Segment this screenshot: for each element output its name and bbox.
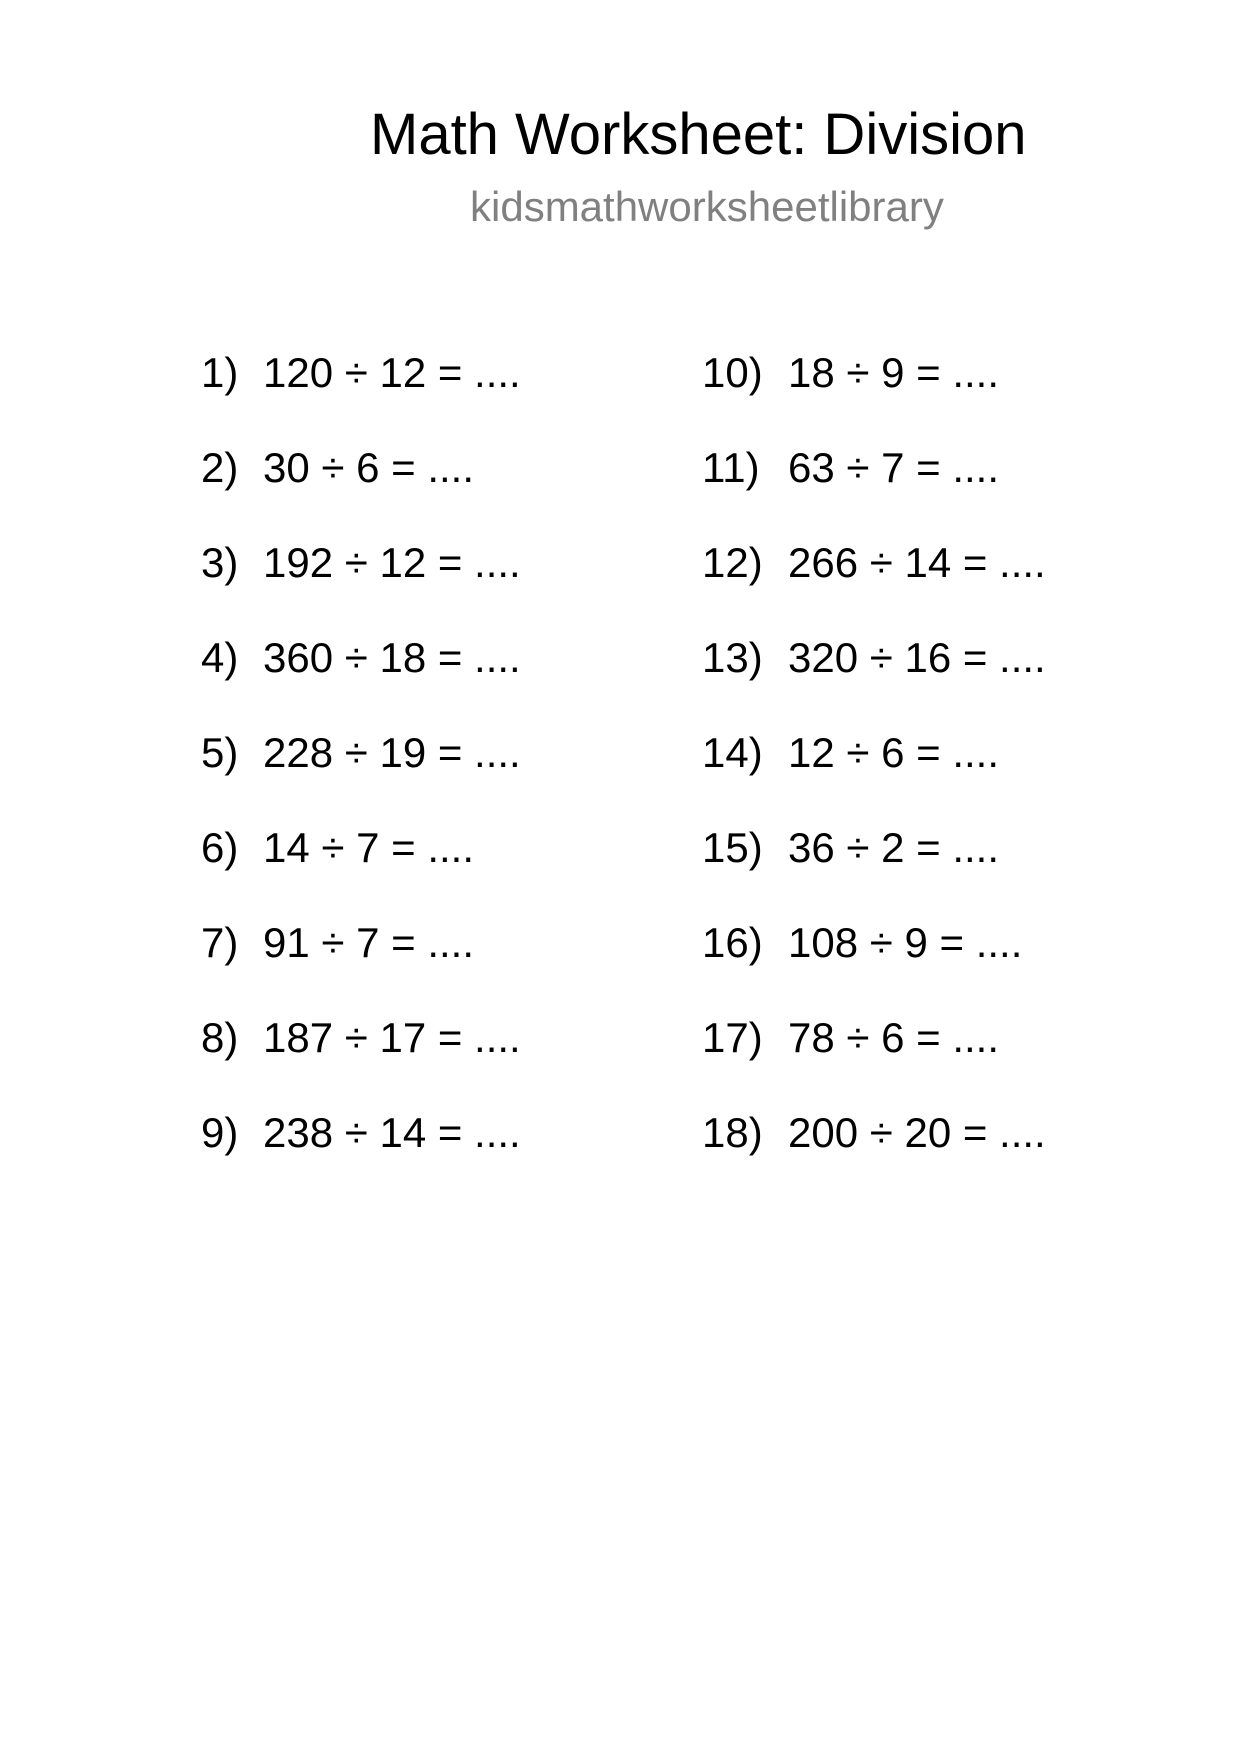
problem-number: 12)	[702, 539, 763, 586]
problem-item	[201, 443, 521, 538]
problem-expression: 78 ÷ 6 = ....	[788, 1014, 1000, 1061]
problem-expression: 63 ÷ 7 = ....	[788, 444, 1000, 491]
problem-expression: 14 ÷ 7 = ....	[263, 824, 475, 871]
problem-number: 3)	[201, 539, 239, 586]
problem-number: 1)	[201, 349, 239, 396]
problem-expression: 200 ÷ 20 = ....	[788, 1109, 1046, 1156]
problem-expression: 18 ÷ 9 = ....	[788, 349, 1000, 396]
page-title: Math Worksheet: Division	[370, 102, 1027, 167]
problem-item	[201, 1013, 521, 1108]
problem-number: 7)	[201, 919, 239, 966]
problem-item	[201, 348, 521, 443]
problem-item	[201, 633, 521, 728]
problem-number: 18)	[702, 1109, 763, 1156]
problem-number: 6)	[201, 824, 239, 871]
problem-item	[702, 443, 1046, 538]
problem-item	[702, 633, 1046, 728]
problem-item	[201, 823, 521, 918]
problem-number: 17)	[702, 1014, 763, 1061]
problem-list-right	[702, 348, 1046, 1203]
problem-item	[702, 1013, 1046, 1108]
problem-number: 5)	[201, 729, 239, 776]
problem-expression: 238 ÷ 14 = ....	[263, 1109, 521, 1156]
problem-number: 15)	[702, 824, 763, 871]
problem-expression: 12 ÷ 6 = ....	[788, 729, 1000, 776]
problem-item	[702, 348, 1046, 443]
problem-number: 8)	[201, 1014, 239, 1061]
problem-number: 9)	[201, 1109, 239, 1156]
problem-number: 16)	[702, 919, 763, 966]
problem-number: 11)	[702, 444, 760, 491]
problem-number: 2)	[201, 444, 239, 491]
problem-expression: 120 ÷ 12 = ....	[263, 349, 521, 396]
problem-expression: 91 ÷ 7 = ....	[263, 919, 475, 966]
problem-item	[702, 1108, 1046, 1203]
problem-expression: 320 ÷ 16 = ....	[788, 634, 1046, 681]
problem-expression: 266 ÷ 14 = ....	[788, 539, 1046, 586]
problem-expression: 36 ÷ 2 = ....	[788, 824, 1000, 871]
problem-expression: 30 ÷ 6 = ....	[263, 444, 475, 491]
problem-item	[201, 918, 521, 1013]
problem-number: 13)	[702, 634, 763, 681]
problem-item	[702, 538, 1046, 633]
problem-list-left	[201, 348, 521, 1203]
problem-item	[201, 538, 521, 633]
problem-number: 10)	[702, 349, 763, 396]
problem-item	[201, 1108, 521, 1203]
problem-number: 14)	[702, 729, 763, 776]
problem-expression: 187 ÷ 17 = ....	[263, 1014, 521, 1061]
problem-expression: 192 ÷ 12 = ....	[263, 539, 521, 586]
problem-item	[702, 823, 1046, 918]
problem-item	[201, 728, 521, 823]
page-subtitle: kidsmathworksheetlibrary	[470, 183, 944, 230]
problem-expression: 360 ÷ 18 = ....	[263, 634, 521, 681]
problem-item	[702, 918, 1046, 1013]
problem-item	[702, 728, 1046, 823]
problem-expression: 228 ÷ 19 = ....	[263, 729, 521, 776]
problem-number: 4)	[201, 634, 239, 681]
problem-expression: 108 ÷ 9 = ....	[788, 919, 1023, 966]
